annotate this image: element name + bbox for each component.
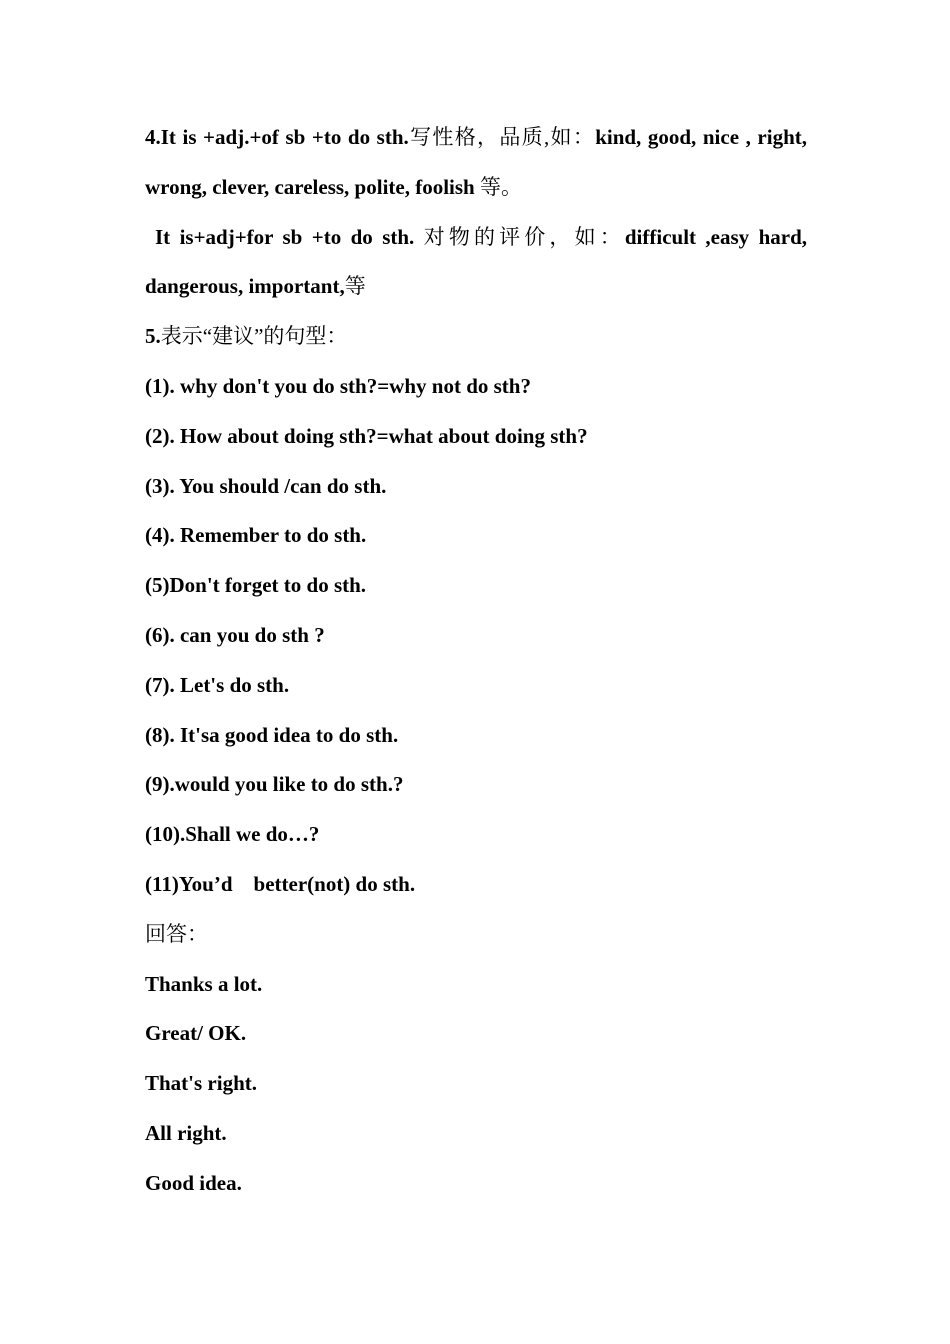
answer-item: Good idea. [145,1170,242,1195]
answer-item: That's right. [145,1071,258,1096]
document-page [145,113,807,1209]
rule-4-description: 写性格，品质,如： [408,125,596,149]
suggestion-item: (6). can you do sth ? [145,622,325,647]
answer-item: Thanks a lot. [145,971,263,996]
suggestion-item: (1). why don't you do sth?=why not do sth? [145,373,531,398]
rule-4b-examples: difficult ,easy hard, [624,224,807,249]
answers-label: 回答： [145,921,208,946]
section-5-number: 5. [145,324,161,349]
rule-4-examples: kind, good, nice , right, [595,125,807,149]
suggestion-item: (2). How about doing sth?=what about doing sth? [145,423,588,448]
suggestion-item: (3). You should /can do sth. [145,473,387,498]
section-5-heading [145,312,807,362]
rule-4-line-2 [145,163,807,213]
suggestion-item: (7). Let's do sth. [145,672,290,697]
suggestion-item: (10).Shall we do…? [145,822,320,847]
rule-4b-examples-continued: dangerous, important, [145,274,345,299]
rule-4-examples-continued: wrong, clever, careless, polite, foolish [145,174,475,199]
suggestion-item: (5)Don't forget to do sth. [145,573,367,598]
rule-4b-etc: 等 [344,274,366,299]
rule-4-line-1 [145,113,807,163]
answer-item: Great/ OK. [145,1021,247,1046]
suggestion-item: (9).would you like to do sth.? [145,772,404,797]
answer-item: All right. [145,1120,227,1145]
rule-4-line-4 [145,262,807,312]
rule-4-line-3 [145,213,807,263]
suggestion-item: (4). Remember to do sth. [145,523,367,548]
suggestion-item: (11)You’d better(not) do sth. [145,871,416,896]
rule-4b-pattern: It is+adj+for sb +to do sth. [155,224,415,249]
rule-4b-description: 对物的评价，如： [414,224,625,249]
rule-4-pattern: 4.It is +adj.+of sb +to do sth. [145,125,409,149]
rule-4-etc: 等。 [474,174,522,199]
section-5-title: 表示“建议”的句型： [160,324,348,349]
suggestion-item: (8). It'sa good idea to do sth. [145,722,399,747]
